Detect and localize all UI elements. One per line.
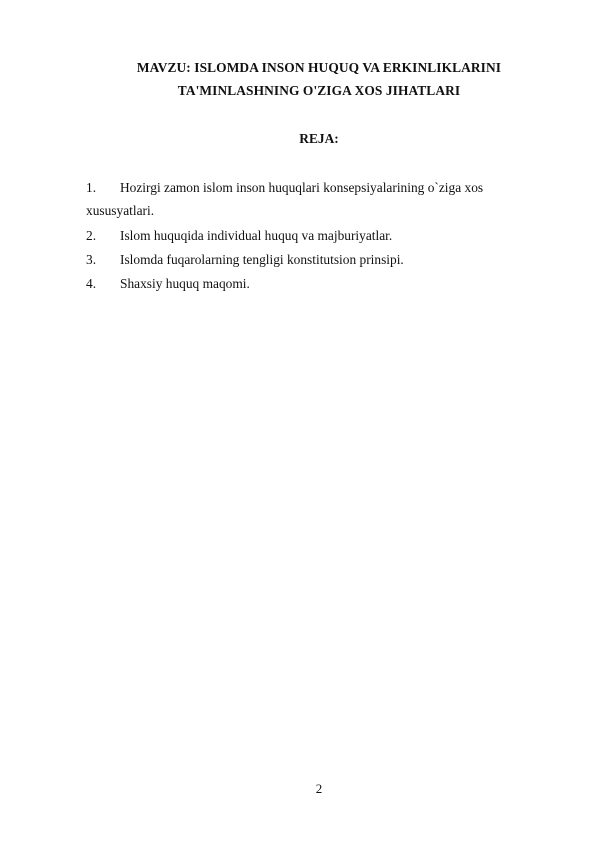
plan-item-3 — [86, 252, 404, 268]
plan-item-text: Islom huquqida individual huquq va majburiyatlar. — [120, 228, 393, 243]
plan-item-1-continuation: xususyatlari. — [86, 203, 155, 218]
plan-item-1 — [86, 180, 483, 196]
plan-item-number: 1. — [86, 180, 97, 195]
document-title-line-1: MAVZU: ISLOMDA INSON HUQUQ VA ERKINLIKLARINI — [136, 60, 502, 75]
document-title-line-2: TA'MINLASHNING O'ZIGA XOS JIHATLARI — [177, 83, 461, 98]
plan-item-text: Shaxsiy huquq maqomi. — [120, 276, 250, 291]
plan-item-number: 4. — [86, 276, 97, 291]
plan-item-number: 2. — [86, 228, 97, 243]
page-number: 2 — [315, 781, 323, 796]
plan-item-text: Islomda fuqarolarning tengligi konstitutsion prinsipi. — [120, 252, 404, 267]
plan-item-4 — [86, 276, 250, 292]
plan-item-2 — [86, 228, 392, 244]
plan-heading: REJA: — [299, 131, 339, 146]
plan-item-number: 3. — [86, 252, 97, 267]
plan-item-text: Hozirgi zamon islom inson huquqlari konsepsiyalarining o`ziga xos — [120, 180, 484, 195]
